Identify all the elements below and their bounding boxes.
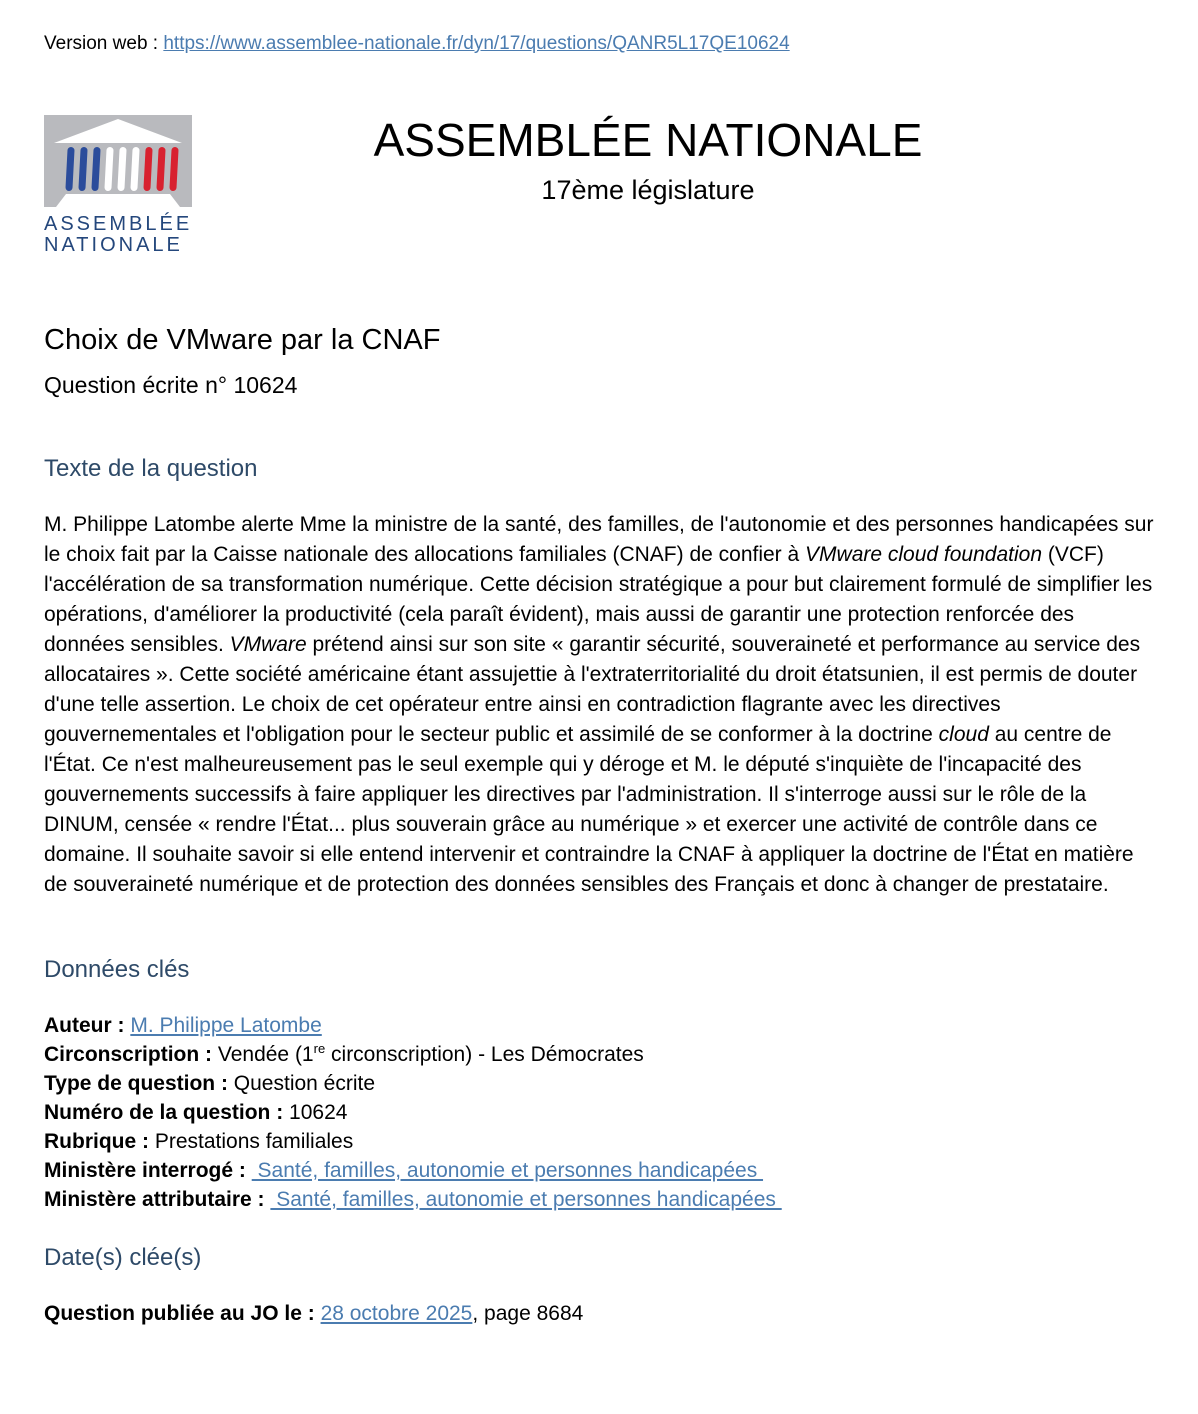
auteur-row (44, 1011, 1154, 1040)
section-heading-dates-clees: Date(s) clée(s) (44, 1244, 202, 1271)
ministere-attributaire-link[interactable]: Santé, familles, autonomie et personnes handicapées (270, 1188, 782, 1211)
question-text-segment: M. Philippe Latombe alerte Mme la ministre de la santé, des familles, de l'autonomie et des personnes handicapées sur le choix fait par la Caisse nationale des allocations familiales (CNAF) de confier à (44, 513, 1154, 566)
circonscription-value: circonscription) - Les Démocrates (325, 1043, 644, 1066)
type-de-question-value: Question écrite (233, 1072, 376, 1095)
question-title: Choix de VMware par la CNAF (44, 324, 441, 356)
ministere-attributaire-label: Ministère attributaire : (44, 1188, 271, 1211)
question-text-segment: (VCF) l'accélération de sa transformation numérique. Cette décision stratégique a pour but clairement formulé de simplifier les opérations, d'améliorer la productivité (cela paraît évident), mais aussi de garantir une protection renforcée des données sensibles. (44, 543, 1153, 656)
ministere-interroge-label: Ministère interrogé : (44, 1159, 252, 1182)
logo-steps (56, 194, 180, 207)
version-web-label: Version web : (44, 33, 164, 54)
question-publiee-au-jo-row (44, 1299, 1154, 1328)
numero-de-la-question-label: Numéro de la question : (44, 1101, 290, 1124)
question-publiee-au-jo-link[interactable]: 28 octobre 2025 (320, 1302, 473, 1325)
question-text-segment: au centre de l'État. Ce n'est malheureusement pas le seul exemple qui y déroge et M. le député s'inquiète de l'incapacité des gouvernements successifs à faire appliquer les directives par l'administration. Il s'interroge aussi sur le rôle de la DINUM, censée « rendre l'État... plus souverain grâce au numérique » et exercer une activité de contrôle dans ce domaine. Il souhaite savoir si elle entend intervenir et contraindre la CNAF à appliquer la doctrine de l'État en matière de souveraineté numérique et de protection des données sensibles des Français et donc à changer de prestataire. (44, 723, 1134, 896)
circonscription-label: Circonscription : (44, 1043, 218, 1066)
auteur-link[interactable]: M. Philippe Latombe (130, 1014, 322, 1037)
rubrique-label: Rubrique : (44, 1130, 155, 1153)
question-publiee-au-jo-label: Question publiée au JO le : (44, 1302, 321, 1325)
document-header (44, 115, 1154, 256)
section-heading-donnees-cles: Données clés (44, 956, 190, 983)
version-web-line (44, 33, 1154, 55)
question-text-segment: prétend ainsi sur son site « garantir sécurité, souveraineté et performance au service des allocataires ». Cette société américaine étant assujettie à l'extraterritorialité du droit étatsunien, il est permis de douter d'une telle assertion. Le choix de cet opérateur entre ainsi en contradiction flagrante avec les directives gouvernementales et l'obligation pour le secteur public et assimilé de se conformer à la doctrine (44, 633, 1141, 746)
logo-columns (65, 147, 178, 191)
question-text-segment: VMware cloud foundation (805, 543, 1043, 566)
version-web-link[interactable]: https://www.assemblee-nationale.fr/dyn/17/questions/QANR5L17QE10624 (163, 33, 790, 54)
question-text-segment: VMware (229, 633, 307, 656)
legislature-subtitle: 17ème législature (541, 175, 755, 205)
circonscription-value: Vendée (1 (217, 1043, 314, 1066)
ministere-interroge-link[interactable]: Santé, familles, autonomie et personnes handicapées (251, 1159, 764, 1182)
rubrique-row (44, 1127, 1154, 1156)
rubrique-value: Prestations familiales (154, 1130, 354, 1153)
ministere-attributaire-row (44, 1185, 1154, 1214)
type-de-question-label: Type de question : (44, 1072, 234, 1095)
logo-wordmark-line2: NATIONALE (44, 234, 183, 256)
question-text-segment: cloud (938, 723, 989, 746)
circonscription-row (44, 1040, 1154, 1069)
ministere-interroge-row (44, 1156, 1154, 1185)
numero-de-la-question-row (44, 1098, 1154, 1127)
logo-wordmark (44, 214, 194, 256)
section-heading-texte-question: Texte de la question (44, 455, 258, 482)
question-number: Question écrite n° 10624 (44, 372, 298, 398)
question-publiee-au-jo-value: , page 8684 (472, 1302, 584, 1325)
numero-de-la-question-value: 10624 (289, 1101, 348, 1124)
title-block (194, 115, 1154, 206)
page-title: ASSEMBLÉE NATIONALE (373, 114, 923, 166)
question-text-paragraph (44, 510, 1154, 900)
logo-wordmark-line1: ASSEMBLÉE (44, 213, 193, 235)
type-de-question-row (44, 1069, 1154, 1098)
circonscription-superscript: re (313, 1041, 326, 1056)
assemblee-nationale-logo (44, 115, 194, 256)
key-data-list (44, 1011, 1154, 1214)
auteur-label: Auteur : (44, 1014, 131, 1037)
assemblee-building-icon (44, 115, 192, 207)
key-dates-list (44, 1299, 1154, 1328)
